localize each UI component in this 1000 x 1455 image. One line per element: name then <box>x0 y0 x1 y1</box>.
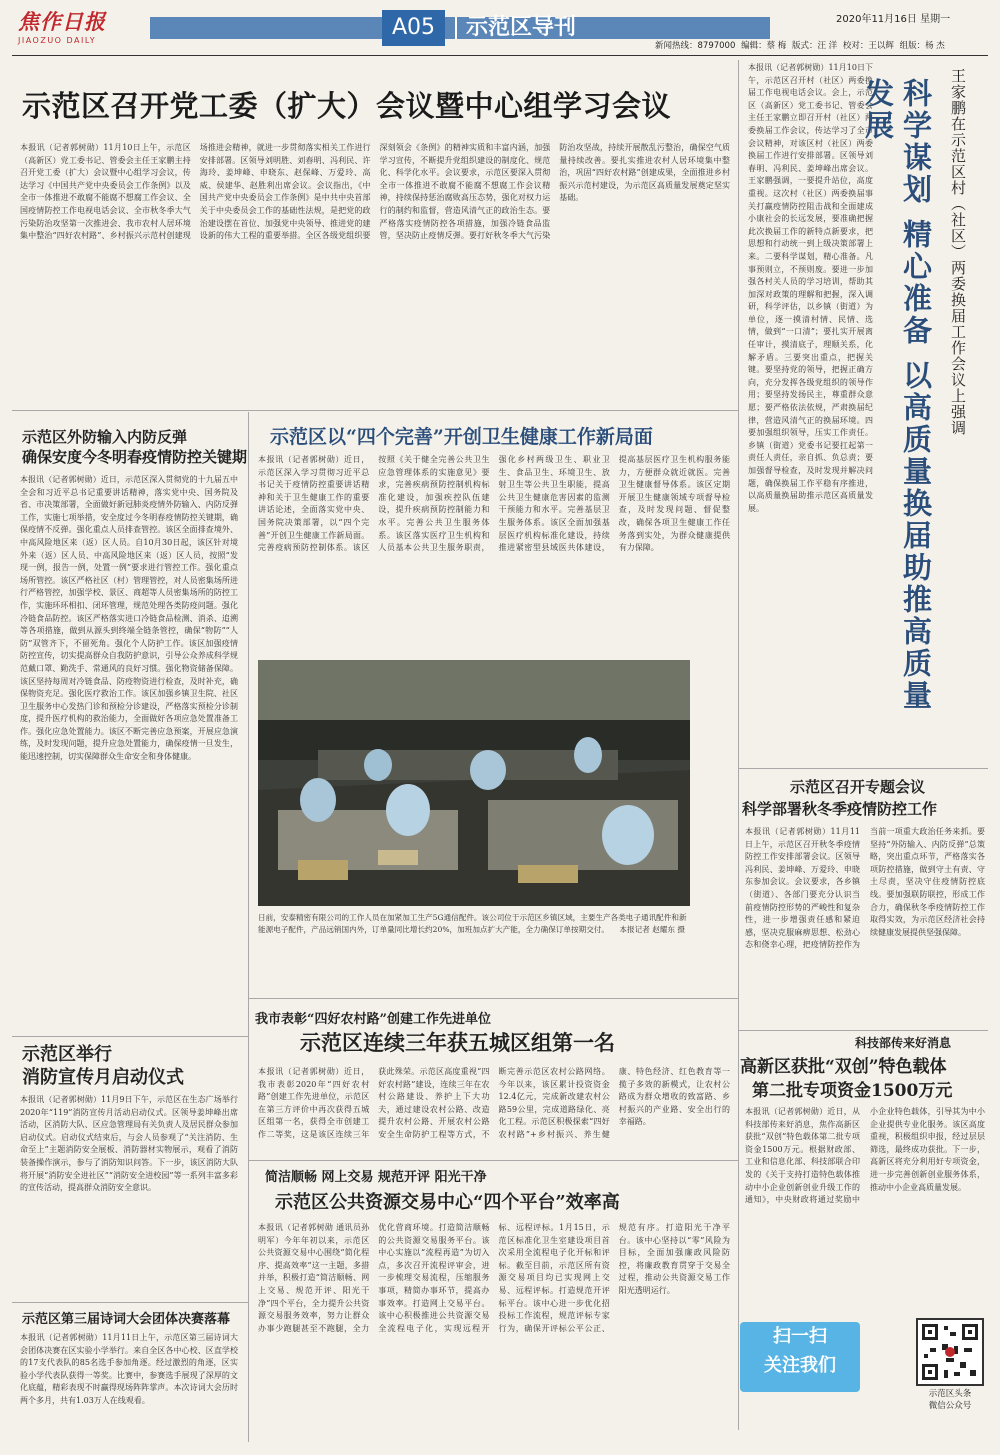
qr-slogan <box>740 1322 860 1392</box>
news-photo <box>258 660 690 906</box>
hightech-title-1: 高新区获批“双创”特色载体 <box>740 1057 947 1077</box>
qr-code-icon <box>920 1322 980 1382</box>
trading-article: 本报讯（记者郭树勋 通讯员孙明军）今年年初以来，示范区公共资源交易中心围绕“简化程序、提高效率”这一主题，多措并举，积极打造“简洁顺畅、网上交易、规范开评、阳光干净”四个平台，全力提升公共资源交易服务效率，努力让群众办事少跑腿甚至不跑腿，全力优化营商环境。打造简洁顺畅的公共资源交易服务平台。该中心实施以“流程再造”为切入点，多次召开流程评审会，进一步梳理交易流程，压缩服务事项，精简办事环节，提高办事效率。打造网上交易平台。该中心积极推进公共资源交易全流程电子化，实现远程开标、远程评标。1月15日，示范区标准化卫生室建设项目首次采用全流程电子化开标和评标。截至目前，示范区所有资源交易项目均已实现网上交易、远程评标。打造规范开评标平台。该中心进一步优化招投标工作流程，规范评标专家行为，确保开评标公平公正、规范有序。打造阳光干净平台。该中心坚持以“零”风险为目标，全面加强廉政风险防控，将廉政教育贯穿于交易全过程，推动公共资源交易工作阳光透明运行。 <box>258 1223 730 1333</box>
page-number: A05 <box>382 10 445 46</box>
qr-caption <box>910 1388 990 1412</box>
fire-title-2: 消防宣传月启动仪式 <box>22 1067 184 1088</box>
roads-headline: 示范区连续三年获五城区组第一名 <box>300 1030 615 1055</box>
hightech-kicker: 科技部传来好消息 <box>855 1036 952 1050</box>
qr-slogan-line2: 关注我们 <box>764 1355 836 1376</box>
hightech-article: 本报讯（记者郭树勋）近日，从科技部传来好消息，焦作高新区获批“双创”特色载体第二批专项资金1500万元。根据财政部、工业和信息化部、科技部联合印发的《关于支持打造特色载体推动中小企业创新创业升级工作的通知》，中央财政将通过奖励中小企业特色载体，引导其为中小企业提供专业化服务。该区高度重视，积极组织申报，经过层层筛选，最终成功获批。下一步，高新区将充分利用好专项资金，进一步完善创新创业服务体系，推动中小企业高质量发展。 <box>745 1107 985 1205</box>
hightech-title-2: 第二批专项资金1500万元 <box>752 1081 953 1101</box>
meeting-title-1: 示范区召开专题会议 <box>790 778 926 796</box>
main-article: 本报讯（记者郭树勋）11月10日上午，示范区（高新区）党工委书记、管委会主任王家鹏主持召开党工委（扩大）会议暨中心组学习会议，传达学习《中国共产党中央委员会工作条例》以及全市一体推进不敢腐不能腐不想腐工作会议、全国疫情防控工作电视电话会议、全市秋冬季大气污染防治攻坚第一次推进会、我市农村人居环境集中整治“四好农村路”、乡村振兴示范村创建现场推进会精神，就进一步贯彻落实相关工作进行安排部署。区领导刘明胜、刘春明、冯利民、许海玲、姜坤峰、申晓东、赵保峰、万爱玲、高威、侯建华、赵胜利出席会议。会议指出，《中国共产党中央委员会工作条例》是中共中央首部关于中央委员会工作的基础性法规，是把党的政治建设摆在首位、加强党中央领导、推进党的建设新的伟大工程的重要举措。全区各级党组织要深刻领会《条例》的精神实质和丰富内涵，加强学习宣传，不断提升党组织建设的制度化、规范化、科学化水平。会议要求，示范区要深入贯彻全市一体推进不敢腐不能腐不想腐工作会议精神，持续保持惩治腐败高压态势，强化对权力运行的制约和监督，营造风清气正的政治生态。要严格落实疫情防控各项措施，加强冷链食品监管，坚决防止疫情反弹。要打好秋冬季大气污染防治攻坚战，持续开展散乱污整治，确保空气质量持续改善。要扎实推进农村人居环境集中整治，巩固“四好农村路”创建成果，全面推进乡村振兴示范村建设，为示范区高质量发展奠定坚实基础。 <box>20 143 730 241</box>
poetry-article: 本报讯（记者郭树勋）11月11日上午，示范区第三届诗词大会团体决赛在区实验小学举行。来自全区各中心校、区直学校的17支代表队的85名选手参加角逐。经过激烈的角逐，区实验小学代表队获得一等奖。比赛中，参赛选手展现了深厚的文化底蕴，精彩表现不时赢得现场阵阵掌声。本次诗词大会历时两个多月，共有1.03万人在线观看。 <box>20 1333 238 1405</box>
covid-title-1: 示范区外防输入内防反弹 <box>22 428 188 446</box>
poetry-headline: 示范区第三届诗词大会团体决赛落幕 <box>22 1312 231 1327</box>
roads-article: 本报讯（记者郭树勋）近日，我市表彰2020年“四好农村路”创建工作先进单位，示范区在第三方评价中再次获得五城区组第一名，获得全市创建工作二等奖，这是该区连续三年获此殊荣。示范区高度重视“四好农村路”建设，连续三年在农村公路建设、养护上下大功夫，通过建设农村公路、改造提升农村公路、开展农村公路安全生命防护工程等方式，不断完善示范区农村公路网络。今年以来，该区累计投资资金12.4亿元，完成新改建农村公路59公里，完成道路绿化、亮化工程。示范区积极探索“四好农村路”+乡村振兴、养生健康、特色经济、红色教育等一揽子多效的新模式，让农村公路成为群众增收的致富路、乡村振兴的产业路、安全出行的幸福路。 <box>258 1067 730 1139</box>
roads-kicker: 我市表彰“四好农村路”创建工作先进单位 <box>255 1012 491 1027</box>
trading-headline: 示范区公共资源交易中心“四个平台”效率高 <box>275 1192 620 1213</box>
qr-slogan-line1: 扫一扫 <box>773 1326 827 1347</box>
group-credit: 组版：杨 杰 <box>899 41 945 51</box>
qr-code[interactable] <box>916 1318 984 1386</box>
health-headline: 示范区以“四个完善”开创卫生健康工作新局面 <box>270 426 653 448</box>
qr-caption-line1: 示范区头条 <box>928 1389 972 1399</box>
main-headline: 示范区召开党工委（扩大）会议暨中心组学习会议 <box>22 89 672 123</box>
qr-promo <box>740 1318 988 1444</box>
masthead <box>0 0 1000 60</box>
sidebar-article: 本报讯（记者郭树勋）11月10日下午，示范区召开村（社区）两委换届工作电视电话会议。会上，示范区（高新区）党工委书记、管委会主任王家鹏立即召开村（社区）两委换届工作会议，传达学习了全市会议精神，对该区村（社区）两委换届工作进行安排部署。区领导刘春明、冯利民、姜坤峰出席会议。王家鹏强调，一要提升站位，高度重视。这次村（社区）两委换届事关打赢疫情防控阻击战和全面建成小康社会的长远发展，要准确把握此次换届工作的新特点新要求，把思想和行动统一到上级决策部署上来。二要科学谋划，精心准备。凡事预则立，不预则废。要进一步加强各村关人员的学习培训，帮助其加深对政策的理解和把握，深入调研，科学评估，以乡镇（街道）为单位，逐一摸清村情、民情、选情，做到“一口清”；要扎实开展离任审计，摸清底子，理顺关系，化解矛盾。三要突出重点，把握关键。要坚持党的领导，把握正确方向，充分发挥各级党组织的领导作用；要坚持发扬民主，尊重群众意愿；要严格依法依规，严肃换届纪律，营造风清气正的换届环境。四要加强组织领导，压实工作责任。乡镇（街道）党委书记要扛起第一责任人责任，亲自抓、负总责；要加强督导检查，及时发现并解决问题，确保换届工作平稳有序推进，以高质量换届助推示范区高质量发展。 <box>748 63 873 513</box>
meeting-article: 本报讯（记者郭树勋）11月11日上午，示范区召开秋冬季疫情防控工作安排部署会议。区领导冯利民、姜坤峰、万爱玲、申晓东参加会议。会议要求，各乡镇（街道）、各部门要充分认识当前疫情防控形势的严峻性和复杂性，进一步增强责任感和紧迫感，坚决克服麻痹思想、松劲心态和侥幸心理，把疫情防控作为当前一项重大政治任务来抓。要坚持“外防输入、内防反弹”总策略，突出重点环节，严格落实各项防控措施，做到守土有责、守土尽责，坚决守住疫情防控底线。要加强联防联控，形成工作合力，确保秋冬季疫情防控工作取得实效，为示范区经济社会持续健康发展提供坚强保障。 <box>745 827 985 950</box>
credits-bar <box>655 39 995 51</box>
meeting-title-2: 科学部署秋冬季疫情防控工作 <box>742 800 938 818</box>
masthead-logo <box>18 6 138 45</box>
sidebar-headline: 科学谋划 精心准备 以高质量换届助推高质量发展 <box>861 78 933 713</box>
workshop-photo-illustration <box>258 660 690 906</box>
hotline: 新闻热线：8797000 <box>655 41 736 51</box>
proof-credit: 校对：王以辉 <box>842 41 894 51</box>
header-band <box>150 17 770 39</box>
covid-article: 本报讯（记者郭树勋）近日，示范区深入贯彻党的十九届五中全会和习近平总书记重要讲话精神，落实党中央、国务院及省、市决策部署，全面做好新冠肺炎疫情外防输入、内防反弹工作，实施七项举措，安全度过今冬明春疫情防控关键期，确保疫情不反弹。强化重点人员排查管控。该区全面排查境外、中高风险地区来（返）区人员。自10月30日起，该区针对境外来（返）区人员、中高风险地区来（返）区人员，按照“发现一例，报告一例，处置一例”要求进行管控工作。强化重点场所管控。该区严格社区（村）管理管控，对人员密集场所进行严格管控，加强学校、景区、商超等人员密集场所的防控工作，实施环环相扣、闭环管理，规范处理各类防疫问题。强化冷链食品防控。该区严格落实进口冷链食品检测、消杀、追溯等各项措施，做到从源头到终端全链条管控，确保“物防”“人防”双管齐下，不留死角。强化个人防护工作。该区加强疫情防控宣传，切实提高群众自我防护意识，引导公众养成科学规范戴口罩、勤洗手、常通风的良好习惯。强化物资储备保障。该区坚持每周对冷链食品、防疫物资进行检查，及时补充，确保物资充足。强化医疗救治工作。该区加强乡镇卫生院、社区卫生服务中心发热门诊和预检分诊建设，严格落实预检分诊制度，提升医疗机构的救治能力，全面做好各项应急处置准备工作。强化应急处置能力。该区不断完善应急预案，开展应急演练，及时发现问题，提升应急处置能力，确保疫情一旦发生，能迅速控制，切实保障群众生命安全和身体健康。 <box>20 475 238 762</box>
photo-caption-text: 日前，安泰精密有限公司的工作人员在加紧加工生产5G通信配件。该公司位于示范区乡镇区域，主要生产各类电子通讯配件和新能源电子配件，产品远销国内外，订单量同比增长约20%，加班加点扩大产能，全力确保订单按期交付。 <box>258 913 687 934</box>
photo-credit: 本报记者 赵耀东 摄 <box>619 925 685 934</box>
layout-credit: 版式：汪 洋 <box>791 41 838 51</box>
sidebar-subheadline: 王家鹏在示范区村（社区）两委换届工作会议上强调 <box>949 68 967 436</box>
section-name: 示范区导刊 <box>466 15 577 40</box>
newspaper-name-en: JIAOZUO DAILY <box>18 36 97 45</box>
editor-credit: 编辑：蔡 梅 <box>741 41 787 51</box>
covid-title-2: 确保安度今冬明春疫情防控关键期 <box>22 448 248 466</box>
trading-kicker: 简洁顺畅 网上交易 规范开评 阳光干净 <box>265 1170 487 1185</box>
issue-date: 2020年11月16日 星期一 <box>836 14 951 25</box>
fire-title-1: 示范区举行 <box>22 1044 112 1065</box>
section-divider <box>455 17 457 39</box>
newspaper-name-cn: 焦作日报 <box>18 9 106 34</box>
qr-caption-line2: 微信公众号 <box>928 1401 972 1411</box>
photo-caption <box>258 912 690 936</box>
fire-article: 本报讯（记者郭树勋）11月9日下午，示范区在生态广场举行2020年“119”消防宣传月活动启动仪式。区领导姜坤峰出席活动，区消防大队、区应急管理局有关负责人及居民群众参加启动仪式。启动仪式结束后，与会人员参观了“关注消防、生命至上”主题消防安全展板、消防器材实物展示，观看了消防装备操作演示，参与了消防知识问答。下一步，该区消防大队将开展“消防安全进社区”“消防安全进校园”等一系列丰富多彩的宣传活动，提高群众消防安全意识。 <box>20 1095 238 1193</box>
health-article: 本报讯（记者郭树勋）近日，示范区深入学习贯彻习近平总书记关于疫情防控重要讲话精神和关于卫生健康工作的重要讲话论述，全面落实党中央、国务院决策部署，以“四个完善”开创卫生健康工作新局面。完善疫病预防控制体系。该区按照《关于健全完善公共卫生应急管理体系的实施意见》要求，完善疾病预防控制机构标准化建设，加强疾控队伍建设，提升疾病预防控制能力和水平。完善公共卫生服务体系。该区落实医疗卫生机构和人员基本公共卫生服务职责，强化乡村两级卫生、职业卫生、食品卫生、环境卫生、放射卫生等公共卫生职能，提高公共卫生健康危害因素的监测干预能力和水平。完善基层卫生服务体系。该区全面加强基层医疗机构标准化建设，持续推进紧密型县域医共体建设，提高基层医疗卫生机构服务能力，方便群众就近就医。完善卫生健康督导体系。该区定期开展卫生健康领域专项督导检查，及时发现问题、督促整改，确保各项卫生健康工作任务落到实处，为群众健康提供有力保障。 <box>258 455 730 553</box>
